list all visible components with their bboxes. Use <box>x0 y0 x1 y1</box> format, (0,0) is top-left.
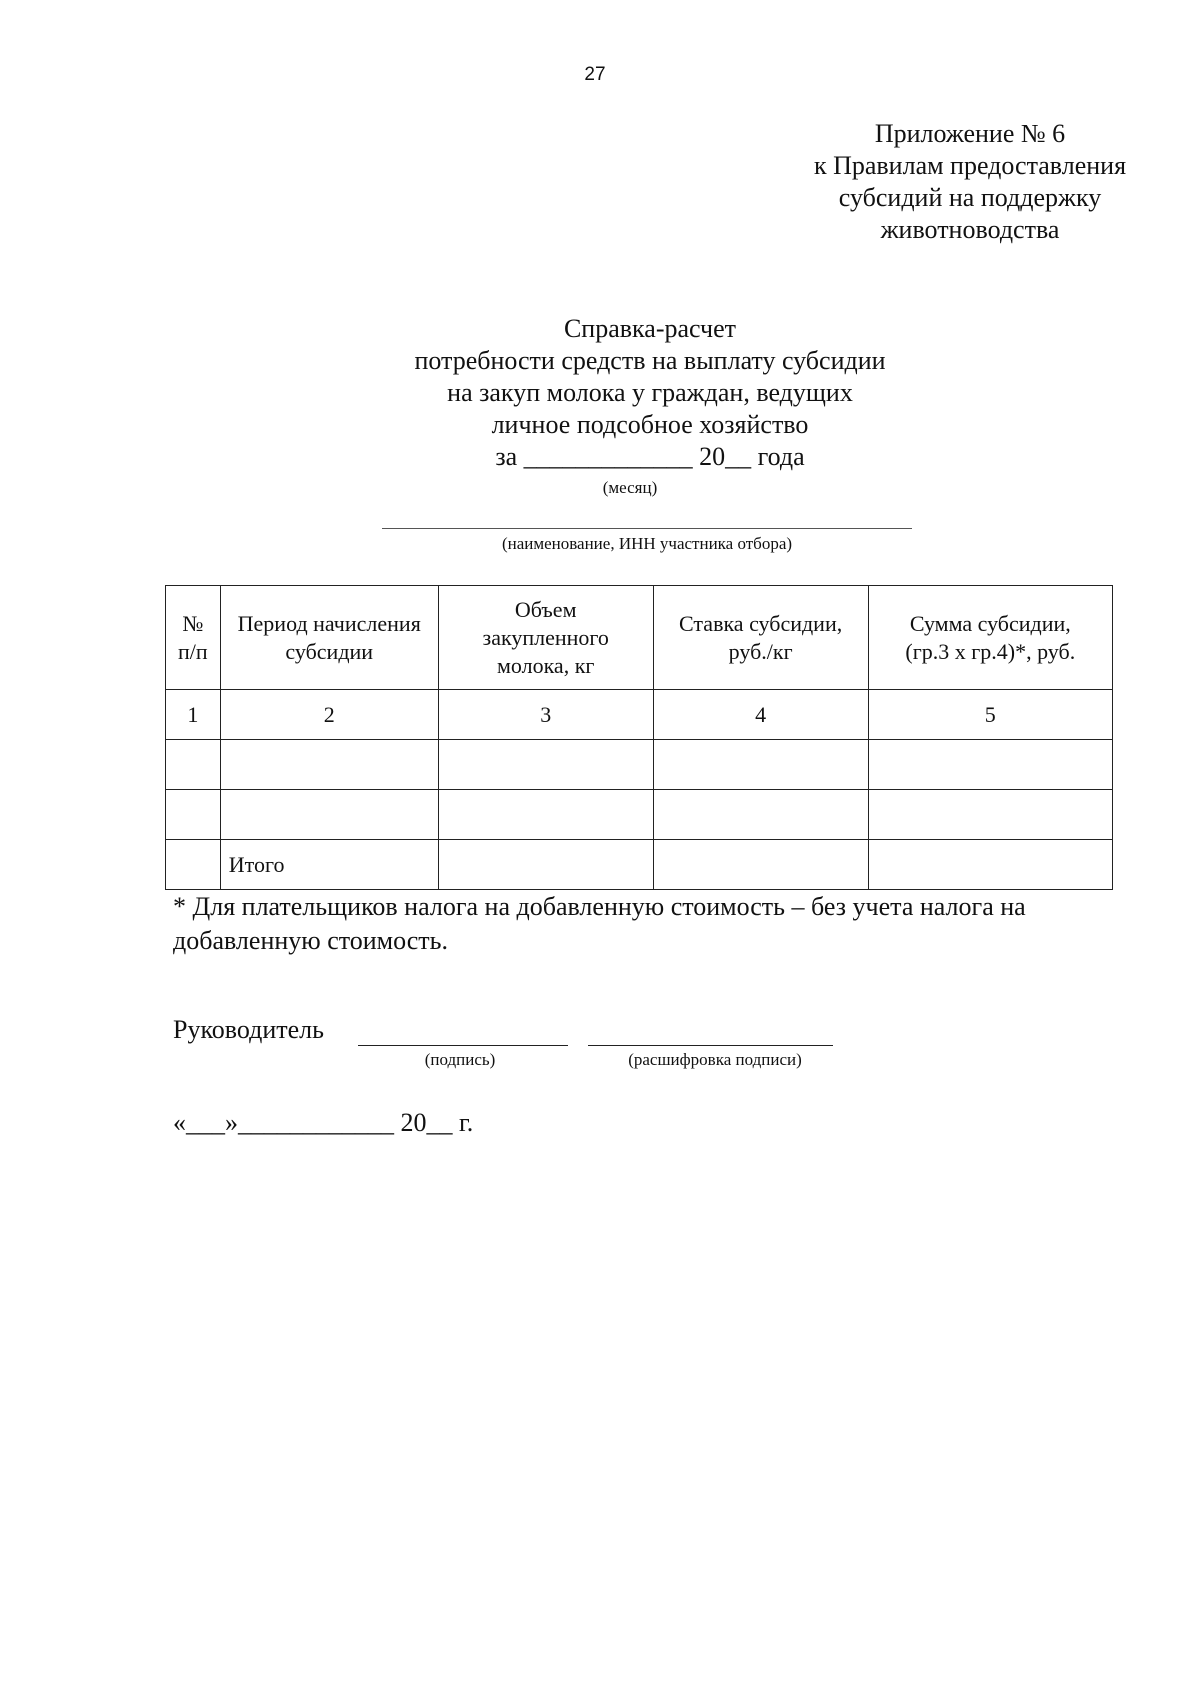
appendix-header <box>760 118 1180 246</box>
date-line: «___»____________ 20__ г. <box>173 1108 474 1137</box>
table-cell[interactable] <box>438 790 653 840</box>
header-cell-amount: Сумма субсидии, (гр.3 x гр.4)*, руб. <box>868 586 1112 690</box>
signature-label: Руководитель <box>173 1015 324 1044</box>
header-cell-period: Период начисления субсидии <box>220 586 438 690</box>
column-number-row <box>166 690 1113 740</box>
signature-decode-blank[interactable] <box>588 1045 833 1046</box>
participant-name-caption: (наименование, ИНН участника отбора) <box>501 534 793 553</box>
signature-decode-caption: (расшифровка подписи) <box>628 1050 802 1069</box>
document-title <box>340 313 960 473</box>
table-cell[interactable] <box>653 790 868 840</box>
table-header-row <box>166 586 1113 690</box>
table-cell[interactable] <box>868 790 1112 840</box>
header-cell-volume: Объем закупленного молока, кг <box>438 586 653 690</box>
table-cell[interactable] <box>438 840 653 890</box>
appendix-line: Приложение № 6 <box>874 119 1066 148</box>
header-cell-number: № п/п <box>166 586 221 690</box>
title-line: Справка-расчет <box>563 314 737 343</box>
table-cell[interactable] <box>220 790 438 840</box>
column-number: 4 <box>653 690 868 740</box>
table-row <box>166 790 1113 840</box>
title-line: личное подсобное хозяйство <box>491 410 809 439</box>
table-cell[interactable] <box>438 740 653 790</box>
appendix-line: субсидий на поддержку <box>838 183 1102 212</box>
signature-row <box>173 1015 873 1055</box>
title-line: потребности средств на выплату субсидии <box>414 346 886 375</box>
table-cell[interactable] <box>868 840 1112 890</box>
title-line: на закуп молока у граждан, ведущих <box>447 378 853 407</box>
table-cell[interactable] <box>868 740 1112 790</box>
appendix-line: животноводства <box>880 215 1060 244</box>
table-cell[interactable] <box>653 740 868 790</box>
column-number: 3 <box>438 690 653 740</box>
signature-blank[interactable] <box>358 1045 568 1046</box>
table-cell[interactable] <box>653 840 868 890</box>
table-cell[interactable] <box>166 840 221 890</box>
total-row <box>166 840 1113 890</box>
header-cell-rate: Ставка субсидии, руб./кг <box>653 586 868 690</box>
column-number: 5 <box>868 690 1112 740</box>
signature-caption: (подпись) <box>424 1050 496 1069</box>
appendix-line: к Правилам предоставления <box>813 151 1127 180</box>
vat-footnote: * Для плательщиков налога на добавленную стоимость – без учета налога на добавленную стоимость. <box>173 892 1026 955</box>
table-row <box>166 740 1113 790</box>
participant-name-blank <box>382 528 912 529</box>
period-line: за _____________ 20__ года <box>495 442 805 471</box>
page-number: 27 <box>584 64 606 85</box>
total-label: Итого <box>220 840 438 890</box>
table-cell[interactable] <box>220 740 438 790</box>
table-cell[interactable] <box>166 790 221 840</box>
column-number: 1 <box>166 690 221 740</box>
month-caption: (месяц) <box>602 478 658 497</box>
calculation-table <box>165 585 1113 890</box>
table-cell[interactable] <box>166 740 221 790</box>
column-number: 2 <box>220 690 438 740</box>
